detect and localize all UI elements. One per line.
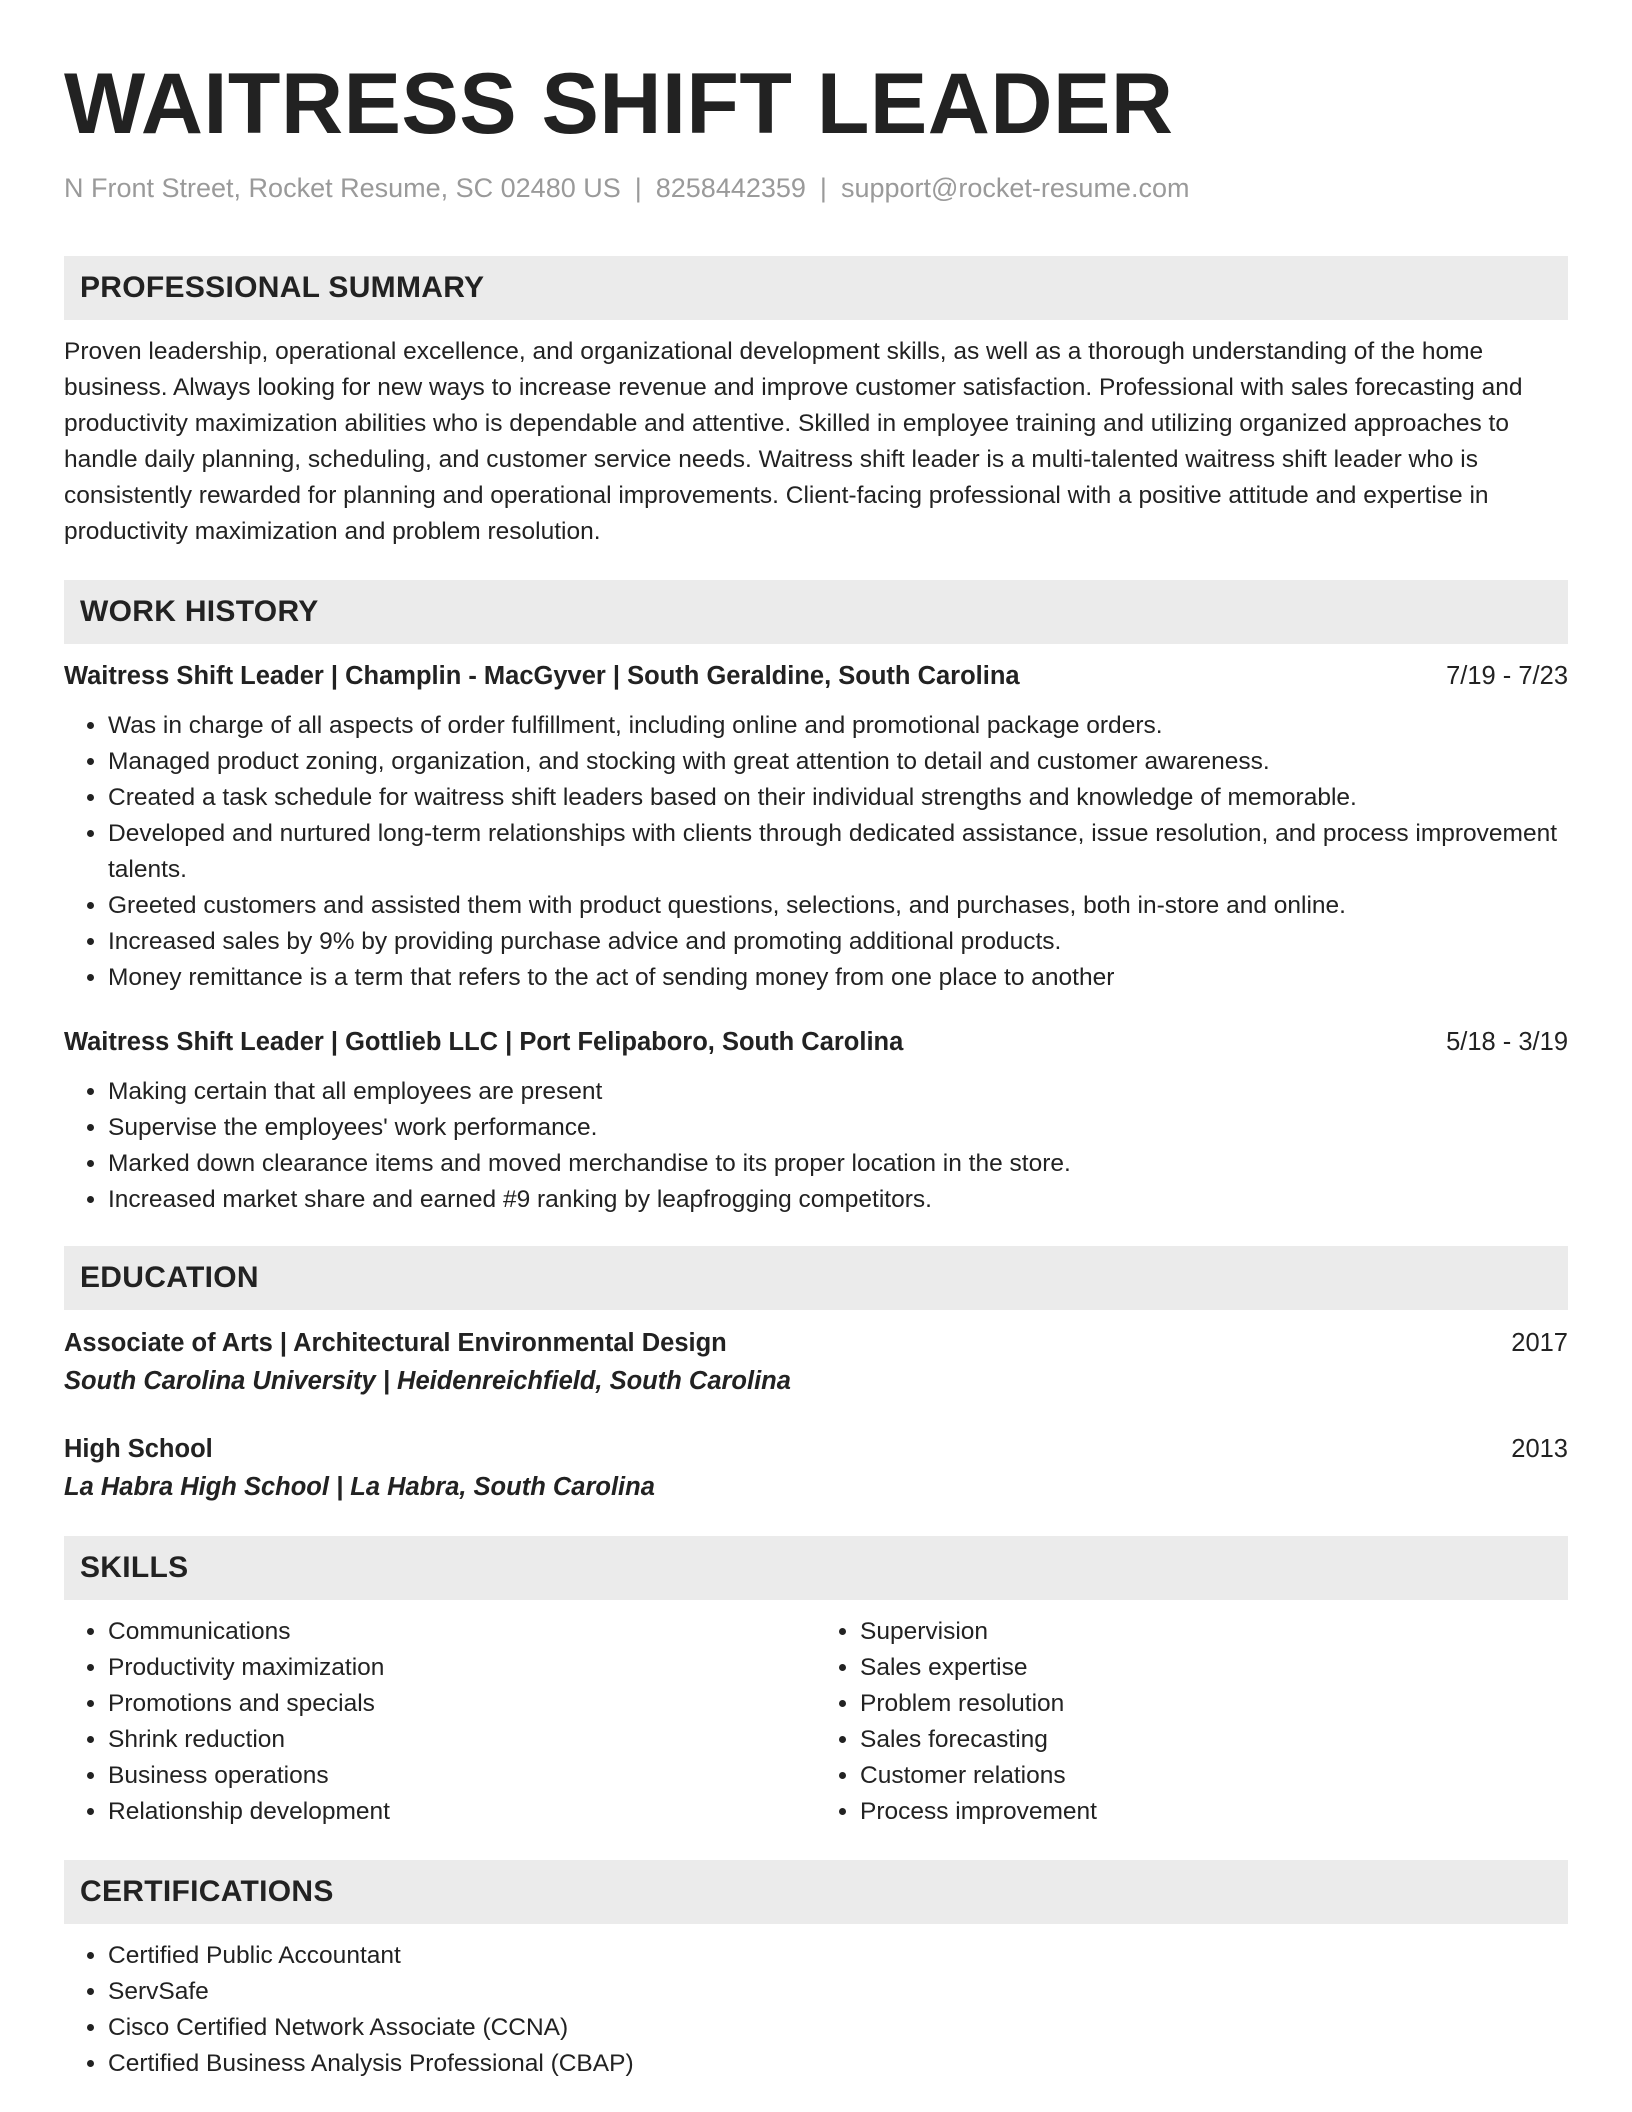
- section-header-certifications: CERTIFICATIONS: [64, 1860, 1568, 1924]
- job-title: Waitress Shift Leader | Gottlieb LLC | Port Felipaboro, South Carolina: [64, 1028, 904, 1056]
- skill-item: • Problem resolution: [860, 1686, 1568, 1722]
- education-school: South Carolina University | Heidenreichfield, South Carolina: [64, 1367, 791, 1395]
- job-heading: [64, 658, 1568, 694]
- education-year: 2017: [1511, 1329, 1568, 1357]
- job-bullet: • Making certain that all employees are present: [108, 1074, 1568, 1110]
- job-title: Waitress Shift Leader | Champlin - MacGyver | South Geraldine, South Carolina: [64, 662, 1020, 690]
- skills-columns: [64, 1614, 1568, 1830]
- job-dates: 5/18 - 3/19: [1446, 1028, 1568, 1056]
- education-entry: [64, 1324, 1568, 1400]
- skill-item: • Shrink reduction: [108, 1722, 816, 1758]
- job-bullet: • Increased sales by 9% by providing purchase advice and promoting additional products.: [108, 924, 1568, 960]
- job-bullet: • Increased market share and earned #9 ranking by leapfrogging competitors.: [108, 1182, 1568, 1218]
- skill-item: • Process improvement: [860, 1794, 1568, 1830]
- contact-address: N Front Street, Rocket Resume, SC 02480 US: [64, 173, 621, 203]
- job-bullet: • Marked down clearance items and moved merchandise to its proper location in the store.: [108, 1146, 1568, 1182]
- summary-text: Proven leadership, operational excellence, and organizational development skills, as well as a thorough understanding of the home business. Always looking for new ways to increase revenue and improve customer satisfaction. Professional with sales forecasting and productivity maximization abilities who is dependable and attentive. Skilled in employee training and utilizing organized approaches to handle daily planning, scheduling, and customer service needs. Waitress shift leader is a multi-talented waitress shift leader who is consistently rewarded for planning and operational improvements. Client-facing professional with a positive attitude and expertise in productivity maximization and problem resolution.: [64, 338, 1523, 545]
- skill-item: • Sales expertise: [860, 1650, 1568, 1686]
- job-entry: [64, 1024, 1568, 1218]
- skill-item: • Supervision: [860, 1614, 1568, 1650]
- job-bullet: • Was in charge of all aspects of order fulfillment, including online and promotional package orders.: [108, 708, 1568, 744]
- skill-item: • Relationship development: [108, 1794, 816, 1830]
- certification-item: • Certified Business Analysis Professional (CBAP): [108, 2046, 1568, 2082]
- contact-line: [64, 168, 1568, 208]
- job-entry: [64, 658, 1568, 996]
- job-bullets: [64, 708, 1568, 996]
- education-degree: Associate of Arts | Architectural Environmental Design: [64, 1329, 727, 1357]
- resume-name: WAITRESS SHIFT LEADER: [64, 56, 1174, 152]
- education-school: La Habra High School | La Habra, South Carolina: [64, 1473, 655, 1501]
- education-heading: [64, 1324, 1568, 1362]
- skill-item: • Customer relations: [860, 1758, 1568, 1794]
- skill-item: • Productivity maximization: [108, 1650, 816, 1686]
- job-bullet: • Greeted customers and assisted them with product questions, selections, and purchases, both in-store and online.: [108, 888, 1568, 924]
- contact-separator: |: [634, 173, 642, 203]
- certification-item: • ServSafe: [108, 1974, 1568, 2010]
- contact-email: support@rocket-resume.com: [840, 173, 1190, 203]
- contact-separator: |: [819, 173, 827, 203]
- certifications-list: [64, 1938, 1568, 2082]
- contact-phone: 8258442359: [655, 173, 806, 203]
- job-bullet: • Supervise the employees' work performance.: [108, 1110, 1568, 1146]
- job-bullets: [64, 1074, 1568, 1218]
- job-bullet: • Developed and nurtured long-term relationships with clients through dedicated assistance, issue resolution, and process improvement talents.: [108, 816, 1568, 888]
- job-dates: 7/19 - 7/23: [1446, 662, 1568, 690]
- skill-item: • Communications: [108, 1614, 816, 1650]
- job-bullet: • Money remittance is a term that refers to the act of sending money from one place to another: [108, 960, 1568, 996]
- section-header-skills: SKILLS: [64, 1536, 1568, 1600]
- section-header-summary: PROFESSIONAL SUMMARY: [64, 256, 1568, 320]
- education-year: 2013: [1511, 1435, 1568, 1463]
- skills-list-left: [64, 1614, 816, 1830]
- skills-list-right: [816, 1614, 1568, 1830]
- education-degree: High School: [64, 1435, 213, 1463]
- job-bullet: • Managed product zoning, organization, and stocking with great attention to detail and customer awareness.: [108, 744, 1568, 780]
- certification-item: • Cisco Certified Network Associate (CCNA): [108, 2010, 1568, 2046]
- section-header-education: EDUCATION: [64, 1246, 1568, 1310]
- certification-item: • Certified Public Accountant: [108, 1938, 1568, 1974]
- section-header-work-history: WORK HISTORY: [64, 580, 1568, 644]
- skill-item: • Business operations: [108, 1758, 816, 1794]
- skill-item: • Sales forecasting: [860, 1722, 1568, 1758]
- skill-item: • Promotions and specials: [108, 1686, 816, 1722]
- education-heading: [64, 1430, 1568, 1468]
- education-entry: [64, 1430, 1568, 1506]
- job-bullet: • Created a task schedule for waitress shift leaders based on their individual strengths and knowledge of memorable.: [108, 780, 1568, 816]
- job-heading: [64, 1024, 1568, 1060]
